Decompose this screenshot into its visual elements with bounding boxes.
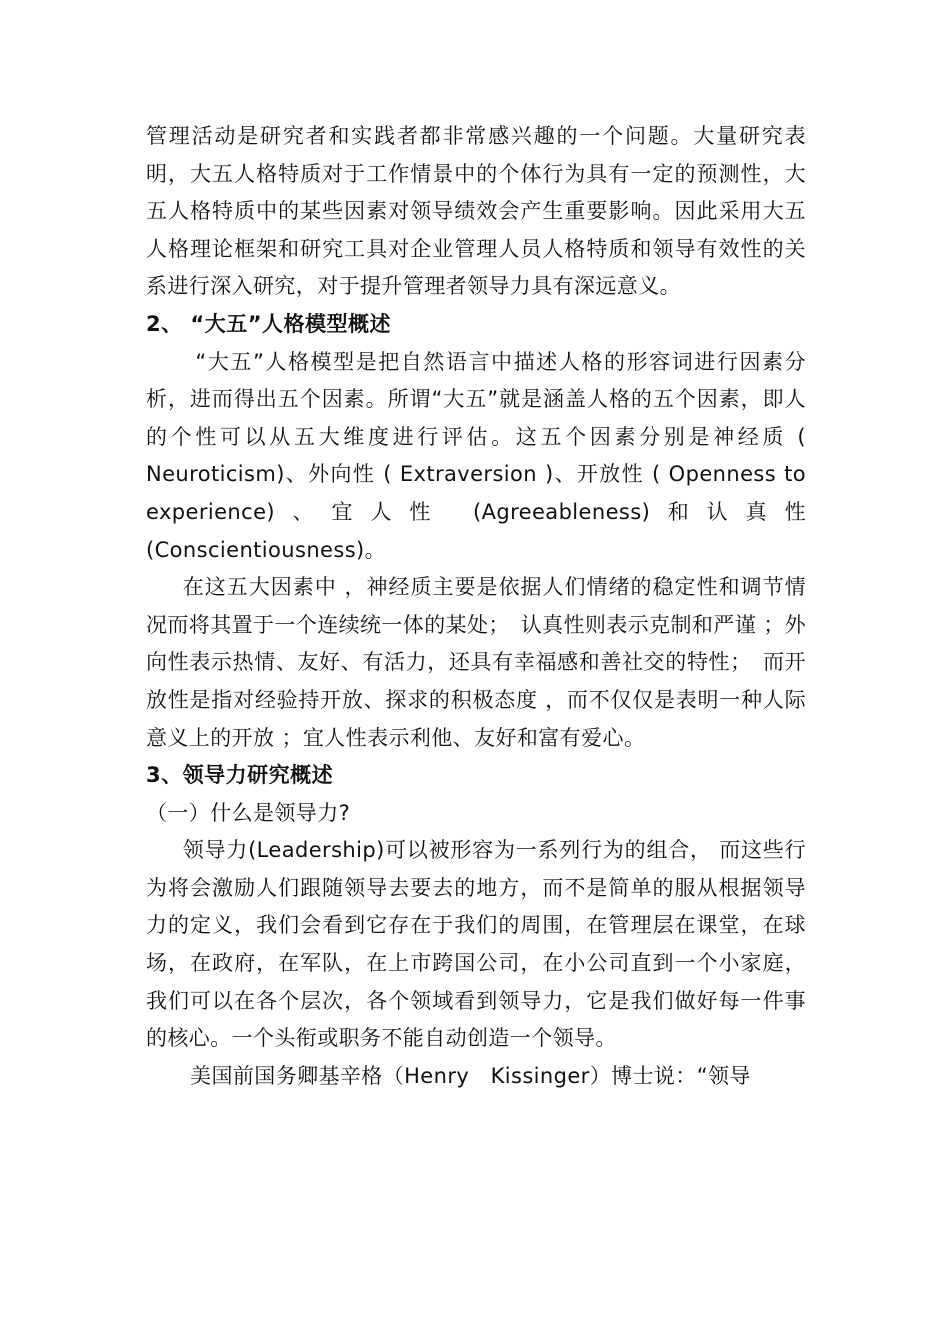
section-heading-big-five-model: 2、 “大五”人格模型概述 <box>146 311 392 336</box>
paragraph-big-five-intro: 管理活动是研究者和实践者都非常感兴趣的一个问题。大量研究表明，大五人格特质对于工作情景中的个体行为具有一定的预测性，大五人格特质中的某些因素对领导绩效会产生重要影响。因此采用大五人格理论框架和研究工具对企业管理人员人格特质和领导有效性的关系进行深入研究，对于提升管理者领导力具有深远意义。 <box>146 124 806 299</box>
paragraph-kissinger-quote: 美国前国务卿基辛格（Henry Kissinger）博士说：“领导 <box>190 1063 751 1088</box>
subheading-what-is-leadership: （一）什么是领导力? <box>146 800 351 825</box>
section-heading-leadership: 3、领导力研究概述 <box>146 763 334 788</box>
paragraph-big-five-factors: 在这五大因素中 ，神经质主要是依据人们情绪的稳定性和调节情况而将其置于一个连续统一体的某处； 认真性则表示克制和严谨 ；外向性表示热情、友好、有活力，还具有幸福感和善社交的特性； 而开放性是指对经验持开放、探求的积极态度 ，而不仅仅是表明一种人际意义上的开放 ；宜人性表示利他、友好和富有爱心。 <box>146 575 806 750</box>
document-body <box>146 118 806 1095</box>
paragraph-big-five-definition: “大五”人格模型是把自然语言中描述人格的形容词进行因素分析，进而得出五个因素。所谓“大五”就是涵盖人格的五个因素，即人的个性可以从五大维度进行评估。这五个因素分别是神经质 ( Neuroticism)、外向性 ( Extraversion )、开放性 ( Openness to experience)、宜人性 (Agreeableness)和认真性 (Conscientiousness)。 <box>146 349 806 562</box>
paragraph-leadership-definition: 领导力(Leadership)可以被形容为一系列行为的组合， 而这些行为将会激励人们跟随领导去要去的地方，而不是简单的服从根据领导力的定义，我们会看到它存在于我们的周围，在管理层在课堂，在球场，在政府，在军队，在上市跨国公司，在小公司直到一个小家庭，我们可以在各个层次，各个领域看到领导力，它是我们做好每一件事的核心。一个头衔或职务不能自动创造一个领导。 <box>146 838 806 1051</box>
